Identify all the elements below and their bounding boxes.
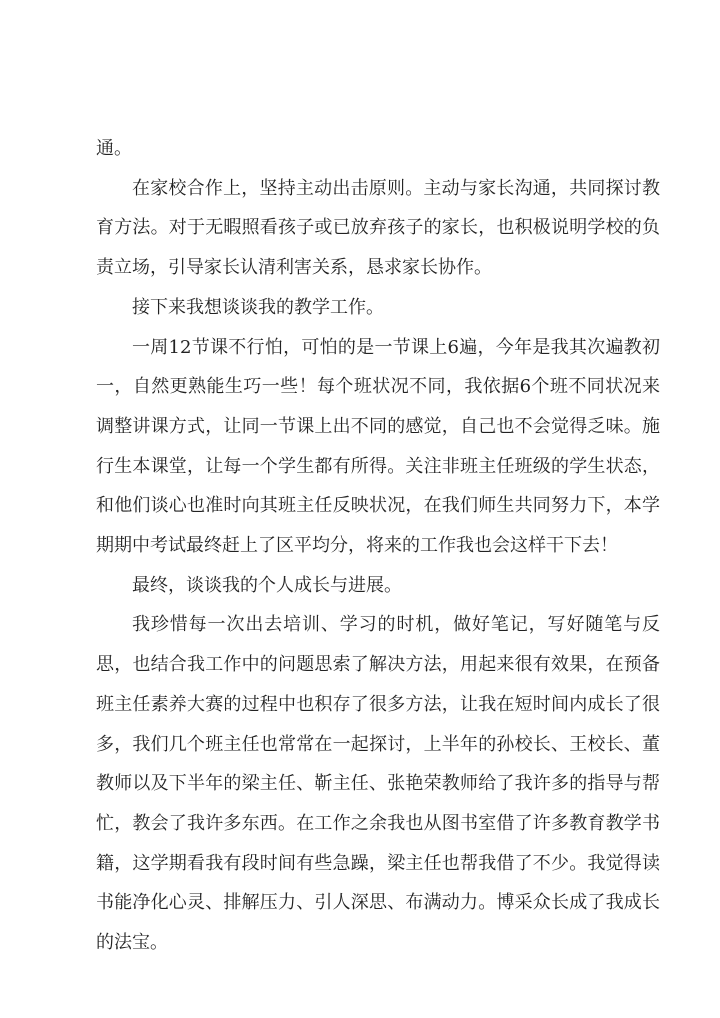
document-body — [96, 129, 660, 963]
paragraph-growth-intro: 最终，谈谈我的个人成长与进展。 — [132, 574, 402, 596]
paragraph-continuation: 通。 — [96, 138, 132, 159]
paragraph-teaching-intro: 接下来我想谈谈我的教学工作。 — [132, 296, 384, 318]
paragraph-personal-growth: 我珍惜每一次出去培训、学习的时机，做好笔记，写好随笔与反思，也结合我工作中的问题思索了解决方法，用起来很有效果，在预备班主任素养大赛的过程中也积存了很多方法，让我在短时间内成长了很多，我们几个班主任也常常在一起探讨，上半年的孙校长、王校长、董教师以及下半年的梁主任、靳主任、张艳荣教师给了我许多的指导与帮忙，教会了我许多东西。在工作之余我也从图书室借了许多教育教学书籍，这学期看我有段时间有些急躁，梁主任也帮我借了不少。我觉得读书能净化心灵、排解压力、引人深思、布满动力。博采众长成了我成长的法宝。 — [96, 614, 660, 954]
paragraph-teaching-work: 一周12节课不行怕，可怕的是一节课上6遍，今年是我其次遍教初一，自然更熟能生巧一些！每个班状况不同，我依据6个班不同状况来调整讲课方式，让同一节课上出不同的感觉，自己也不会觉得乏味。施行生本课堂，让每一个学生都有所得。关注非班主任班级的学生状态，和他们谈心也准时向其班主任反映状况，在我们师生共同努力下，本学期期中考试最终赶上了区平均分，将来的工作我也会这样干下去！ — [96, 336, 660, 557]
paragraph-home-school-cooperation: 在家校合作上，坚持主动出击原则。主动与家长沟通，共同探讨教育方法。对于无暇照看孩子或已放弃孩子的家长，也积极说明学校的负责立场，引导家长认清利害关系，恳求家长协作。 — [96, 177, 660, 279]
